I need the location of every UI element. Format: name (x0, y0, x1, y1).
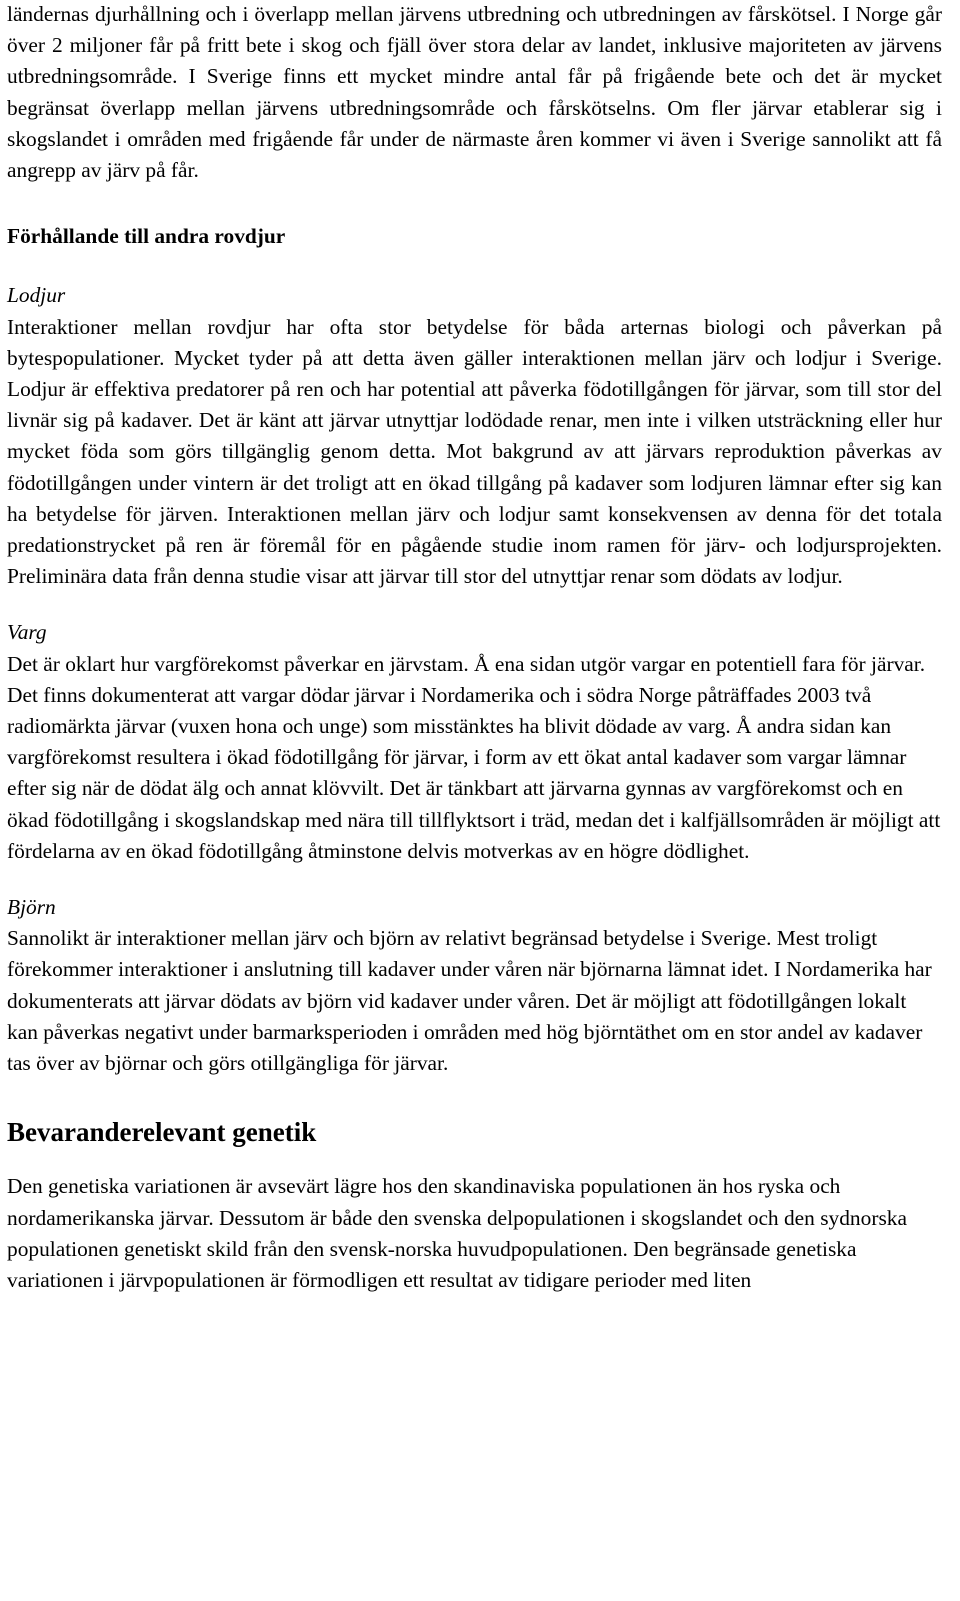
section-heading-genetics: Bevaranderelevant genetik (7, 1117, 317, 1148)
document-page (7, 0, 942, 1296)
paragraph-varg: Det är oklart hur vargförekomst påverkar en järvstam. Å ena sidan utgör vargar en potentiell fara för järvar. Det finns dokumenterat att vargar dödar järvar i Nordamerika och i södra Norge påträffades 2003 två radiomärkta järvar (vuxen hona och unge) som misstänktes ha blivit dödade av varg. Å andra sidan kan vargförekomst resultera i ökad födotillgång för järvar, i form av ett ökat antal kadaver som vargar lämnar efter sig när de dödat älg och annat klövvilt. Det är tänkbart att järvarna gynnas av vargförekomst och en ökad födotillgång i skogslandskap med nära till tillflyktsort i träd, medan det i kalfjällsområden är möjligt att fördelarna av en ökad födotillgång åtminstone delvis motverkas av en högre dödlighet. (7, 651, 941, 863)
subheading-varg: Varg (7, 620, 47, 645)
paragraph-bjorn: Sannolikt är interaktioner mellan järv och björn av relativt begränsad betydelse i Sverige. Mest troligt förekommer interaktioner i anslutning till kadaver under våren när björnarna lämnat idet. I Nordamerika har dokumenterats att järvar dödats av björn vid kadaver under våren. Det är möjligt att födotillgången lokalt kan påverkas negativt under barmarksperioden i områden med hög björntäthet om en stor andel av kadaver tas över av björnar och görs otillgängliga för järvar. (7, 926, 932, 1076)
section-heading-other-predators: Förhållande till andra rovdjur (7, 224, 286, 249)
paragraph-lodjur: Interaktioner mellan rovdjur har ofta stor betydelse för båda arternas biologi och påverkan på bytespopulationer. Mycket tyder på att detta även gäller interaktionen mellan järv och lodjur i Sverige. Lodjur är effektiva predatorer på ren och har potential att påverka födotillgången för järvar, som till stor del livnär sig på kadaver. Det är känt att järvar utnyttjar lodödade renar, men inte i vilken utsträckning eller hur mycket föda som görs tillgänglig genom detta. Mot bakgrund av att järvars reproduktion påverkas av födotillgången under vintern är det troligt att en ökad tillgång på kadaver som lodjuren lämnar efter sig kan ha betydelse för järven. Interaktionen mellan järv och lodjur samt konsekvensen av denna för det totala predationstrycket på ren är föremål för en pågående studie inom ramen för järv- och lodjursprojekten. Preliminära data från denna studie visar att järvar till stor del utnyttjar renar som dödats av lodjur. (7, 314, 942, 589)
subheading-bjorn: Björn (7, 895, 56, 920)
intro-paragraph: ländernas djurhållning och i överlapp mellan järvens utbredning och utbredningen av fårskötsel. I Norge går över 2 miljoner får på fritt bete i skog och fjäll över stora delar av landet, inklusive majoriteten av järvens utbredningsområde. I Sverige finns ett mycket mindre antal får på frigående bete och det är mycket begränsat överlapp mellan järvens utbredningsområde och fårskötselns. Om fler järvar etablerar sig i skogslandet i områden med frigående får under de närmaste åren kommer vi även i Sverige sannolikt att få angrepp av järv på får. (7, 2, 942, 183)
subheading-lodjur: Lodjur (7, 283, 66, 308)
paragraph-genetics: Den genetiska variationen är avsevärt lägre hos den skandinaviska populationen än hos ryska och nordamerikanska järvar. Dessutom är både den svenska delpopulationen i skogslandet och den sydnorska populationen genetiskt skild från den svensk-norska huvudpopulationen. Den begränsade genetiska variationen i järvpopulationen är förmodligen ett resultat av tidigare perioder med liten (7, 1174, 907, 1292)
